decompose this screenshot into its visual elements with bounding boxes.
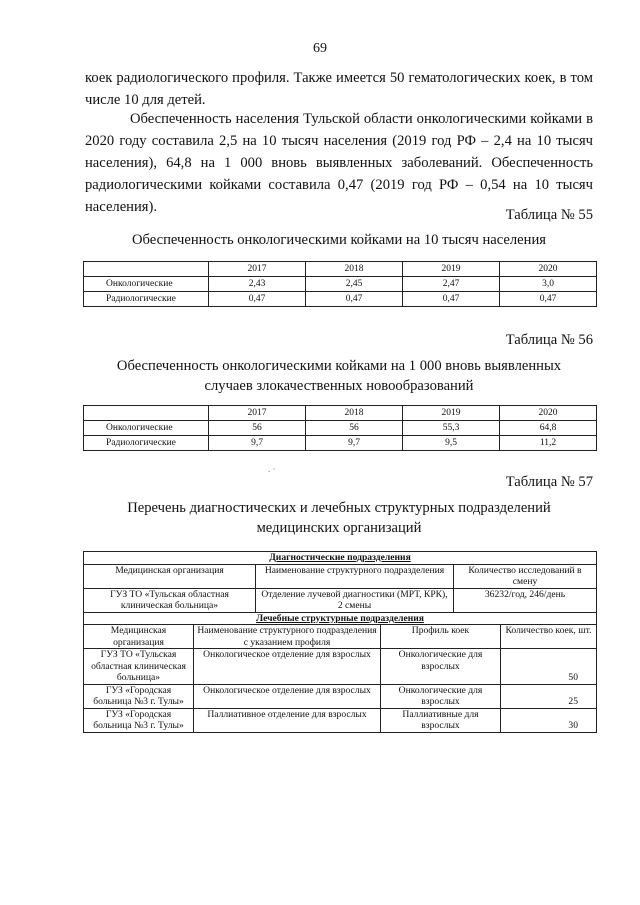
table-cell: Онкологические для взрослых (381, 684, 501, 708)
table-cell: 11,2 (500, 436, 597, 451)
row-label: Онкологические (84, 277, 209, 292)
year-cell: 2017 (209, 262, 306, 277)
table-cell: 30 (501, 708, 597, 732)
table-cell: 9,7 (306, 436, 403, 451)
table-cell: ГУЗ ТО «Тульская областная клиническая больница» (84, 588, 256, 612)
scan-speck: . · (268, 464, 276, 474)
table-cell: ГУЗ «Городская больница №3 г. Тулы» (84, 708, 194, 732)
row-label: Онкологические (84, 421, 209, 436)
table-56-title (85, 356, 593, 396)
table-57 (83, 551, 597, 733)
table-cell: 9,7 (209, 436, 306, 451)
table-cell: 0,47 (500, 292, 597, 307)
table-cell: 3,0 (500, 277, 597, 292)
year-cell: 2018 (306, 406, 403, 421)
table-cell: Паллиативное отделение для взрослых (194, 708, 381, 732)
column-header: Медицинская организация (84, 564, 256, 588)
table-header-row (84, 625, 597, 649)
table-cell: 2,43 (209, 277, 306, 292)
table-header-row (84, 406, 597, 421)
table-57-caption: Таблица № 57 (505, 474, 593, 490)
table-row (84, 649, 597, 685)
table-55-title: Обеспеченность онкологическими койками на 10 тысяч населения (131, 232, 546, 248)
table-57-title-line-2: медицинских организаций (256, 520, 422, 536)
year-cell: 2020 (500, 406, 597, 421)
table-cell: ГУЗ ТО «Тульская областная клиническая больница» (84, 649, 194, 685)
table-cell: 36232/год, 246/день (454, 588, 597, 612)
table-57-title-line-1: Перечень диагностических и лечебных структурных подразделений (127, 500, 551, 516)
table-row (84, 277, 597, 292)
table-cell: 0,47 (306, 292, 403, 307)
column-header: Количество коек, шт. (501, 625, 597, 649)
treat-section-header: Лечебные структурные подразделения (84, 612, 597, 625)
table-cell: 2,47 (403, 277, 500, 292)
table-cell: 0,47 (403, 292, 500, 307)
table-56-title-line-1: Обеспеченность онкологическими койками на 1 000 вновь выявленных (116, 358, 562, 374)
table-header-row (84, 262, 597, 277)
table-56 (83, 405, 597, 451)
table-56-caption: Таблица № 56 (505, 332, 593, 348)
year-cell: 2019 (403, 262, 500, 277)
table-cell: 9,5 (403, 436, 500, 451)
table-cell: 64,8 (500, 421, 597, 436)
table-cell: 25 (501, 684, 597, 708)
column-header: Наименование структурного подразделения (256, 564, 454, 588)
section-header-row (84, 552, 597, 565)
table-cell: 50 (501, 649, 597, 685)
table-55-caption: Таблица № 55 (505, 207, 593, 223)
table-cell: Онкологическое отделение для взрослых (194, 649, 381, 685)
table-56-title-line-2: случаев злокачественных новообразований (204, 378, 474, 394)
table-row (84, 708, 597, 732)
column-header: Медицинская организация (84, 625, 194, 649)
column-header: Количество исследований в смену (454, 564, 597, 588)
column-header: Наименование структурного подразделения с указанием профиля (194, 625, 381, 649)
table-cell: Отделение лучевой диагностики (МРТ, КРК), 2 смены (256, 588, 454, 612)
table-cell (84, 262, 209, 277)
table-cell: ГУЗ «Городская больница №3 г. Тулы» (84, 684, 194, 708)
table-cell (84, 406, 209, 421)
table-row (84, 292, 597, 307)
diag-section-header: Диагностические подразделения (84, 552, 597, 565)
table-cell: 56 (306, 421, 403, 436)
year-cell: 2017 (209, 406, 306, 421)
table-cell: 55,3 (403, 421, 500, 436)
row-label: Радиологические (84, 292, 209, 307)
paragraph-1: коек радиологического профиля. Также имеется 50 гематологических коек, в том числе 10 для детей. (85, 70, 593, 108)
table-cell: 0,47 (209, 292, 306, 307)
row-label: Радиологические (84, 436, 209, 451)
table-57-title (85, 498, 593, 538)
year-cell: 2018 (306, 262, 403, 277)
table-cell: Онкологическое отделение для взрослых (194, 684, 381, 708)
table-cell: 2,45 (306, 277, 403, 292)
table-row (84, 421, 597, 436)
table-row (84, 684, 597, 708)
table-55 (83, 261, 597, 307)
table-cell: Онкологические для взрослых (381, 649, 501, 685)
table-cell: 56 (209, 421, 306, 436)
page-number: 69 (313, 41, 327, 56)
column-header: Профиль коек (381, 625, 501, 649)
table-row (84, 436, 597, 451)
section-header-row (84, 612, 597, 625)
table-row (84, 588, 597, 612)
year-cell: 2020 (500, 262, 597, 277)
table-cell: Паллиативные для взрослых (381, 708, 501, 732)
table-header-row (84, 564, 597, 588)
paragraph-2: Обеспеченность населения Тульской области онкологическими койками в 2020 году составила 2,5 на 10 тысяч населения (2019 год РФ – 2,4 на 10 тысяч населения), 64,8 на 1 000 вновь выявленных заболеваний. Обеспеченность радиологическими койками составила 0,47 (2019 год РФ – 0,54 на 10 тысяч населения). (85, 111, 593, 215)
year-cell: 2019 (403, 406, 500, 421)
